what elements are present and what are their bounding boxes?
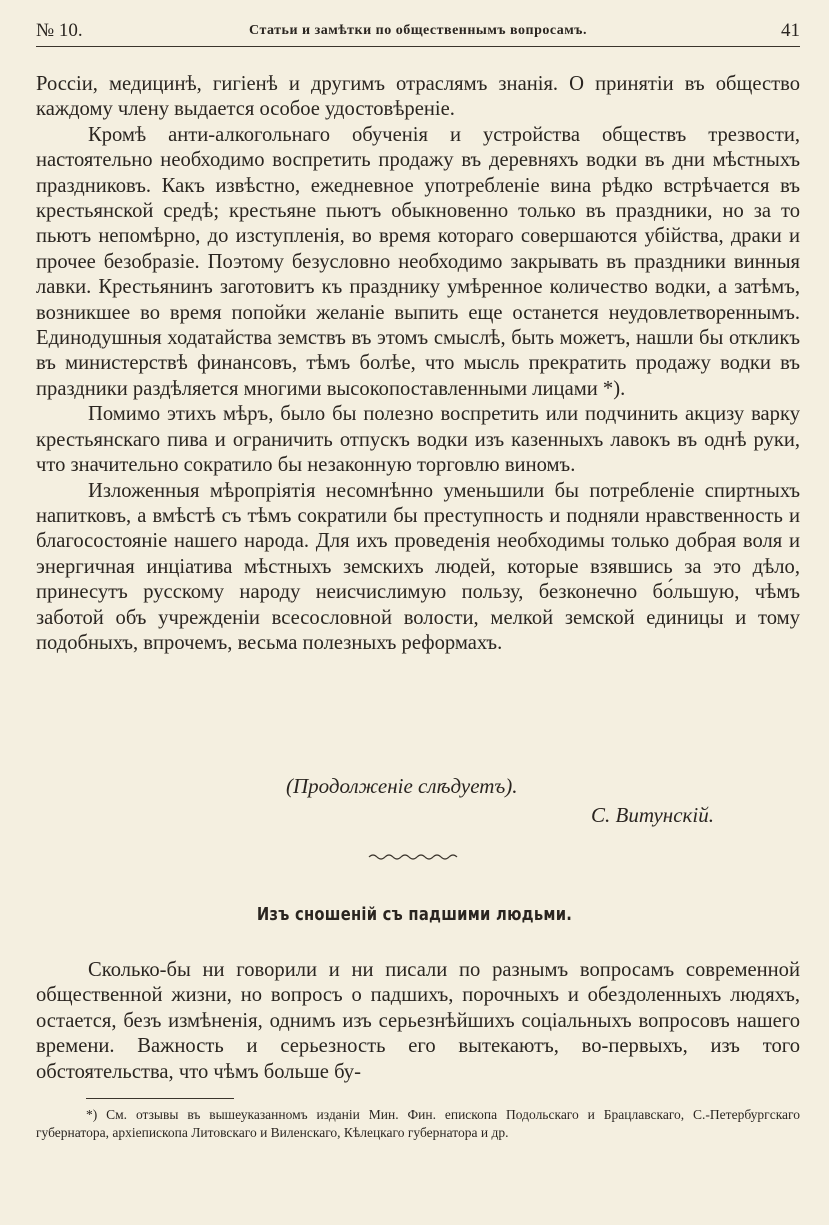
continued-note: (Продолженіе слѣдуетъ). [286,774,518,798]
paragraph: Изложенныя мѣропріятія несомнѣнно уменьшили бы потребленіе спиртныхъ напитковъ, а вмѣстѣ съ тѣмъ сократили бы преступность и подняли нравственность и благосостояніе нашего народа. Для ихъ проведенія необходимы только добрая воля и энергичная инціатива мѣстныхъ земскихъ людей, которые взявшись за это дѣло, принесутъ русскому народу неисчислимую пользу, безконечно бо́льшую, чѣмъ заботой объ учрежденіи всесословной волости, мелкой земской единицы и тому подобныхъ, впрочемъ, весьма полезныхъ реформахъ. [36,479,800,654]
section-body [36,958,800,1085]
footnote-rule [86,1098,234,1099]
footnote: *) См. отзывы въ вышеуказанномъ изданіи Мин. Фин. епископа Подольскаго и Брацлавскаго, С.-Петербургскаго губернатора, архіепископа Литовскаго и Виленскаго, Кѣлецкаго губернатора и др. [36,1107,800,1140]
paragraph: Сколько-бы ни говорили и ни писали по разнымъ вопросамъ современной общественной жизни, но вопросъ о падшихъ, порочныхъ и обездоленныхъ людяхъ, остается, безъ измѣненія, однимъ изъ серьезнѣйшихъ соціальныхъ вопросовъ нашего времени. Важность и серьезность его вытекаютъ, во-первыхъ, изъ того обстоятельства, что чѣмъ больше бу- [36,959,800,1083]
ornamental-divider [367,852,461,862]
section-title: Изъ сношеній съ падшими людьми. [256,904,573,925]
page-number: 41 [781,20,800,41]
paragraph: Помимо этихъ мѣръ, было бы полезно воспретить или подчинить акцизу варку крестьянскаго пива и ограничить отпускъ водки изъ казенныхъ лавокъ въ однѣ руки, что значительно сократило бы незаконную торговлю виномъ. [36,403,800,477]
paragraph: Кромѣ анти-алкогольнаго обученія и устройства обществъ трезвости, настоятельно необходимо воспретить продажу въ деревняхъ водки въ дни мѣстныхъ праздниковъ. Какъ извѣстно, ежедневное употребленіе вина рѣдко встрѣчается въ крестьянской средѣ; крестьяне пьютъ обыкновенно только въ праздники, но за то пьютъ непомѣрно, до изступленія, во время котораго совершаются убійства, драки и прочее безобразіе. Поэтому безусловно необходимо закрывать въ праздники винныя лавки. Крестьянинъ заготовитъ къ празднику умѣренное количество водки, а затѣмъ, возникшее во время попойки желаніе выпить еще останется неудовлетвореннымъ. Единодушныя ходатайства земствъ въ этомъ смыслѣ, быть можетъ, нашли бы откликъ въ министерствѣ финансовъ, тѣмъ болѣе, что мысль прекратить продажу водки въ праздники раздѣляется многими высокопоставленными лицами *). [36,123,800,400]
paragraph: Россіи, медицинѣ, гигіенѣ и другимъ отраслямъ знанія. О принятіи въ общество каждому члену выдается особое удостовѣреніе. [36,73,800,121]
page-header [36,20,800,47]
article-body [36,72,800,656]
issue-number: № 10. [36,20,83,41]
running-title: Статьи и замѣтки по общественнымъ вопросамъ. [249,23,587,38]
author-signature: С. Витунскій. [591,803,714,827]
